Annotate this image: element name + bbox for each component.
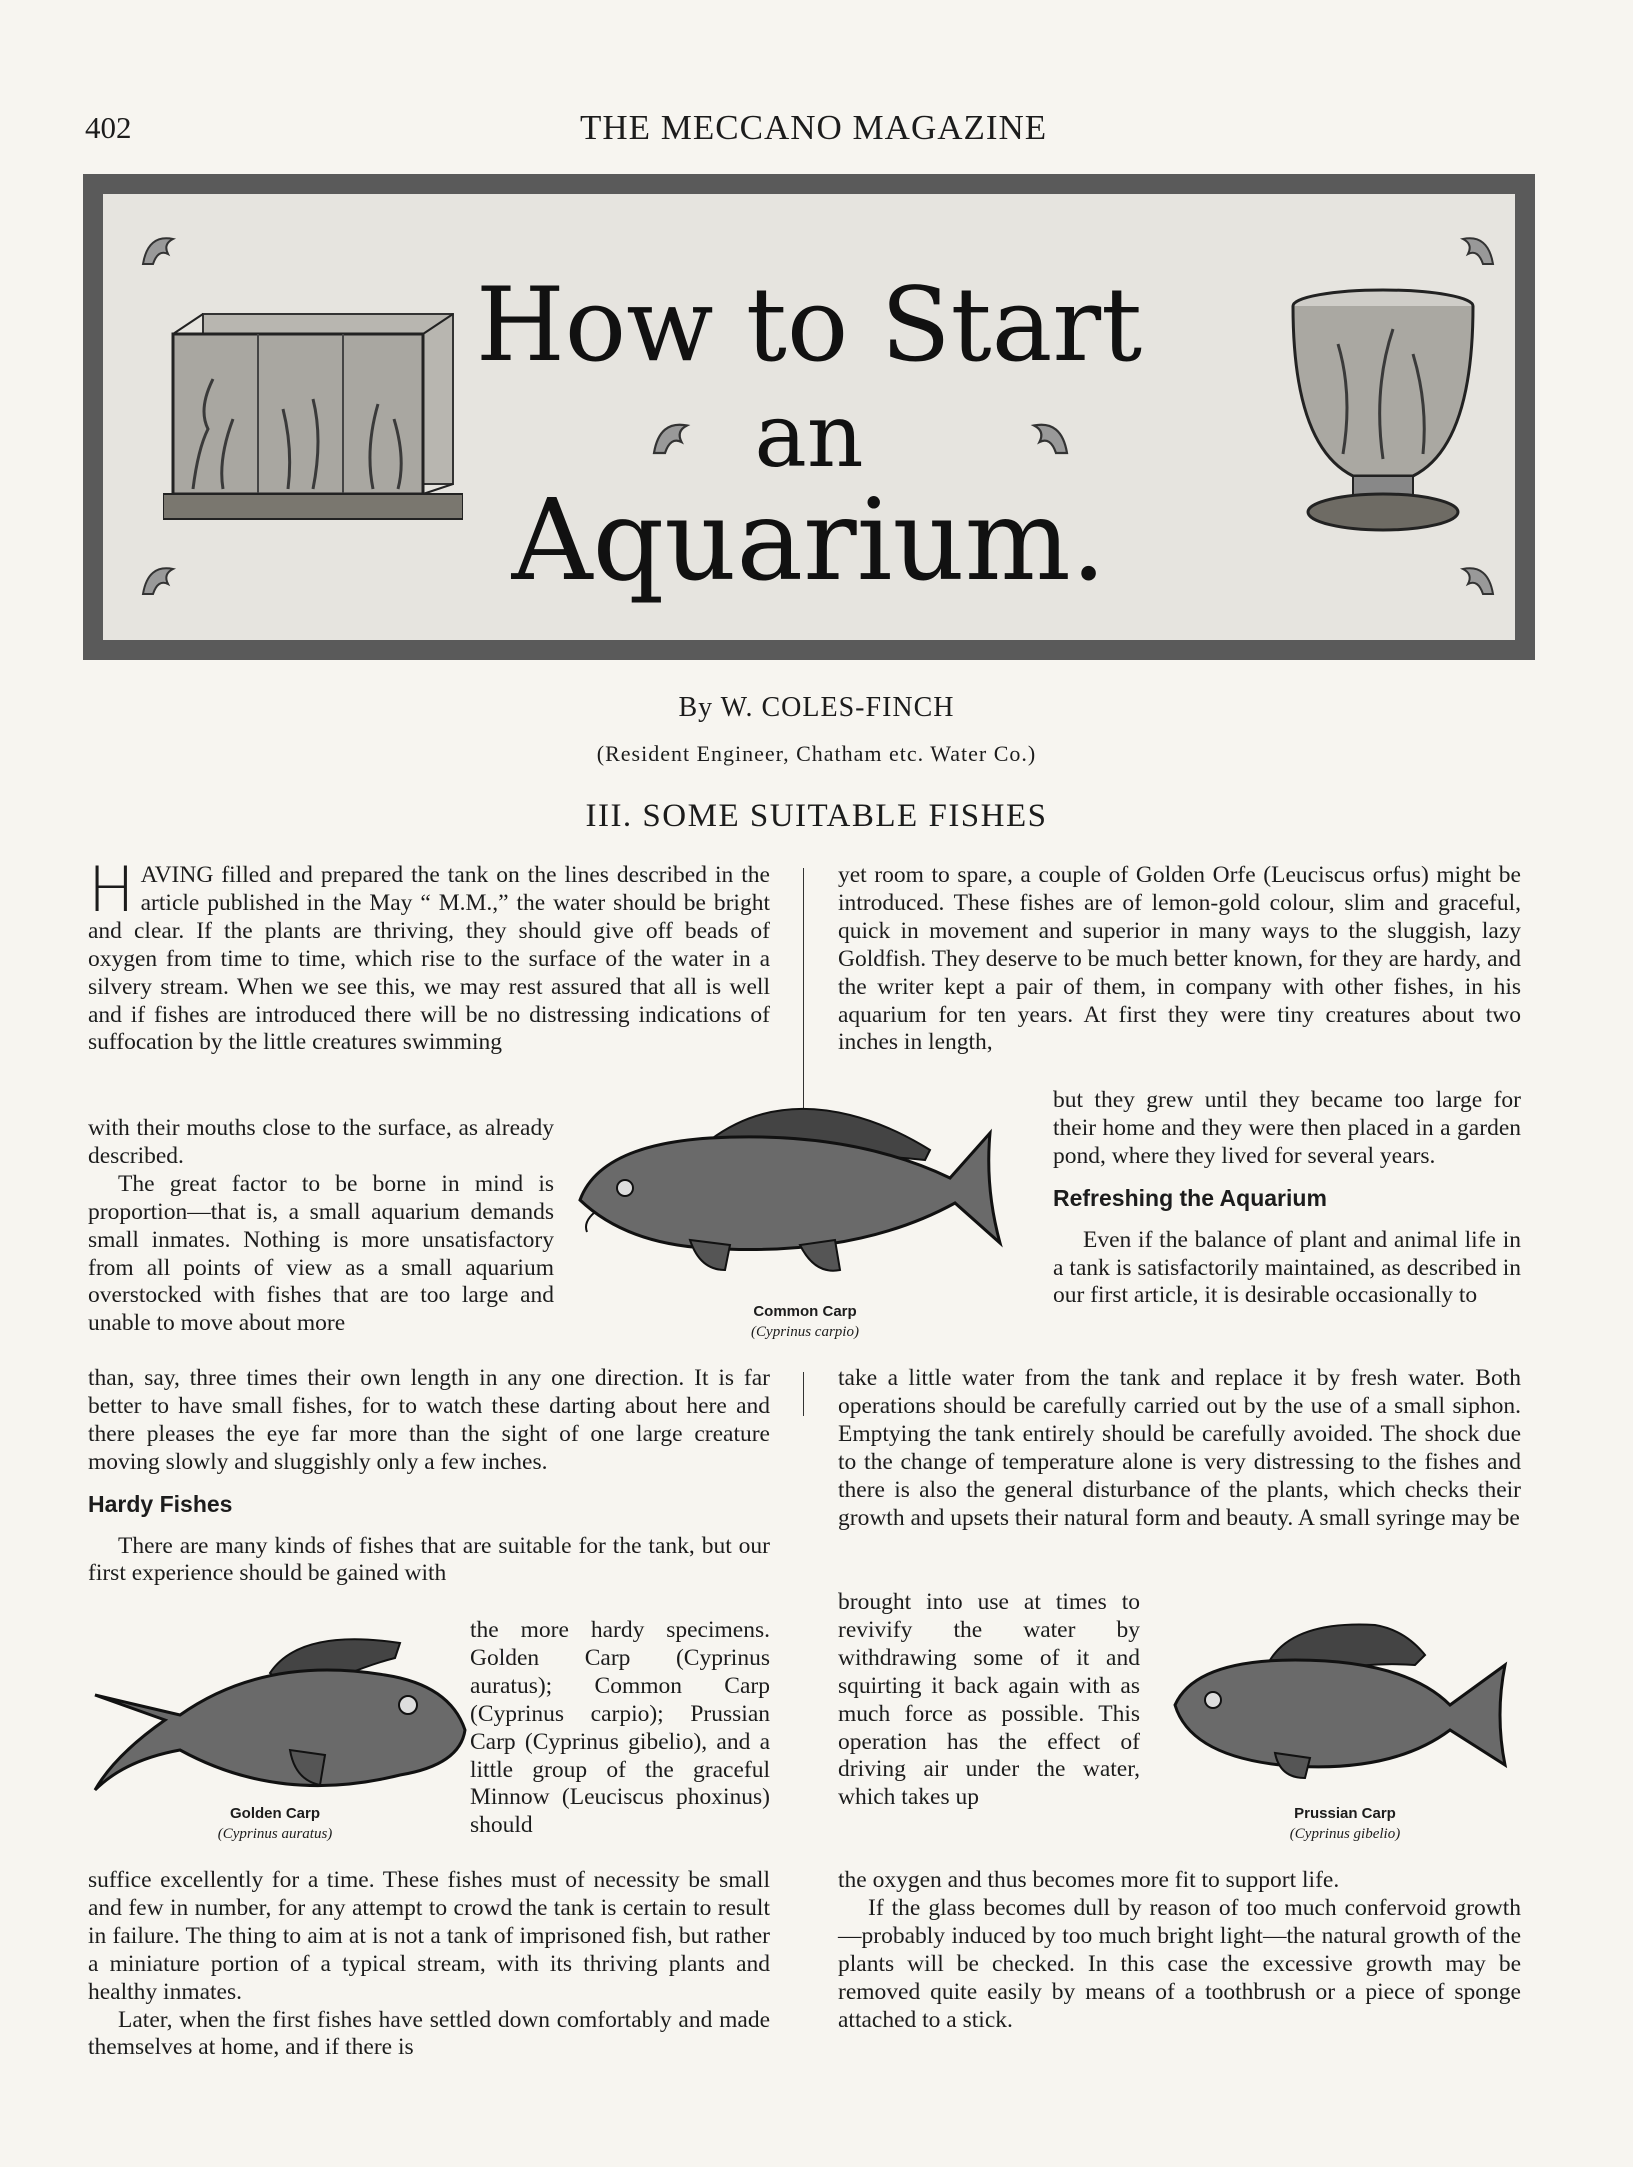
magazine-title: THE MECCANO MAGAZINE [580, 108, 1048, 147]
figure-name: Golden Carp [229, 1805, 320, 1822]
paragraph: brought into use at times to revivify the water by withdrawing some of it and squirting it back again with as much force as possible. This operation has the effect of driving air under the water, which takes up [838, 1589, 1140, 1811]
left-column-bottom [88, 1867, 770, 2062]
paragraph: the oxygen and thus becomes more fit to support life. [838, 1867, 1340, 1893]
right-column-middle [838, 1365, 1521, 1532]
column-divider [803, 1372, 804, 1416]
paragraph: If the glass becomes dull by reason of too much confervoid growth—probably induced by too much bright light—the natural growth of the plants will be checked. In this case the excessive growth may be removed quite easily by means of a toothbrush or a piece of sponge attached to a stick. [838, 1894, 1521, 2033]
prussian-carp-caption [1230, 1805, 1460, 1843]
title-line-3: Aquarium. [511, 476, 1107, 606]
paragraph: but they grew until they became too large for their home and they were then placed in a garden pond, where they lived for several years. [1053, 1087, 1521, 1169]
title-line-1: How to Start [475, 266, 1143, 385]
figure-species: (Cyprinus auratus) [217, 1826, 333, 1842]
paragraph: the more hardy specimens. Golden Carp (Cyprinus auratus); Common Carp (Cyprinus carpio); Prussian Carp (Cyprinus gibelio), and a little group of the graceful Minnow (Leuciscus phoxinus) should [470, 1617, 770, 1839]
paragraph: Later, when the first fishes have settled down comfortably and made themselves at home, and if there is [88, 2006, 770, 2061]
right-column-top [838, 862, 1521, 1057]
paragraph: There are many kinds of fishes that are suitable for the tank, but our first experience should be gained with [88, 1532, 770, 1587]
section-title: III. SOME SUITABLE FISHES [585, 798, 1048, 834]
golden-carp-caption [165, 1805, 385, 1843]
paragraph: Even if the balance of plant and animal life in a tank is satisfactorily maintained, as described in our first article, it is desirable occasionally to [1053, 1226, 1521, 1309]
banner-panel [103, 194, 1515, 640]
paragraph: AVING filled and prepared the tank on the lines described in the article published in the May “ M.M.,” the water should be bright and clear. If the plants are thriving, they should give off beads of oxygen from time to time, which rise to the surface of the water in a silvery stream. When we see this, we may rest assured that all is well and if fishes are introduced there will be no distressing indications of suffocation by the little creatures swimming [88, 862, 770, 1056]
golden-carp-illustration [90, 1625, 470, 1795]
paragraph: with their mouths close to the surface, as already described. [88, 1115, 554, 1169]
author-byline: By W. COLES-FINCH [678, 692, 955, 723]
page-number: 402 [85, 110, 132, 145]
left-column-beside-fig [470, 1617, 770, 1840]
author-affiliation: (Resident Engineer, Chatham etc. Water Co.) [596, 741, 1037, 766]
left-column-top [88, 853, 770, 1057]
figure-species: (Cyprinus gibelio) [1289, 1826, 1401, 1842]
title-banner [83, 174, 1535, 660]
figure-species: (Cyprinus carpio) [751, 1324, 859, 1340]
subheading-hardy-fishes: Hardy Fishes [88, 1490, 233, 1517]
common-carp-caption [700, 1303, 910, 1341]
figure-name: Prussian Carp [1294, 1805, 1396, 1822]
paragraph: The great factor to be borne in mind is proportion—that is, a small aquarium demands small inmates. Nothing is more unsatisfactory from all points of view as a small aquarium overstocked with fishes that are too large and unable to move about more [88, 1170, 554, 1337]
paragraph: suffice excellently for a time. These fishes must of necessity be small and few in number, for any attempt to crowd the tank is certain to result in failure. The thing to aim at is not a tank of imprisoned fish, but rather a miniature portion of a typical stream, with its thriving plants and healthy inmates. [88, 1867, 770, 2005]
common-carp-illustration [570, 1100, 1040, 1285]
subheading-refreshing: Refreshing the Aquarium [1053, 1184, 1327, 1211]
right-column-narrow [1053, 1087, 1521, 1310]
title-line-2: an [754, 384, 864, 487]
right-column-beside-fig [838, 1589, 1140, 1812]
figure-name: Common Carp [753, 1303, 857, 1320]
left-column-narrow [88, 1115, 554, 1338]
left-column-middle [88, 1365, 770, 1588]
right-column-bottom [838, 1867, 1521, 2034]
paragraph: than, say, three times their own length in any one direction. It is far better to have small fishes, for to watch these darting about here and there pleases the eye far more than the sight of one large creature moving slowly and sluggishly only a few inches. [88, 1365, 770, 1475]
drop-cap: H [88, 853, 135, 926]
paragraph: take a little water from the tank and replace it by fresh water. Both operations should be carefully carried out by the use of a small siphon. Emptying the tank entirely should be carefully avoided. The shock due to the change of temperature alone is very distressing to the fishes and there is also the general disturbance of the plants, which checks their growth and upsets their natural form and beauty. A small syringe may be [838, 1365, 1521, 1531]
paragraph: yet room to spare, a couple of Golden Orfe (Leuciscus orfus) might be introduced. These fishes are of lemon-gold colour, slim and graceful, quick in movement and superior in many ways to the sluggish, lazy Goldfish. They deserve to be much better known, for they are hardy, and the writer kept a pair of them, in company with other fishes, in his aquarium for ten years. At first they were tiny creatures about two inches in length, [838, 862, 1521, 1056]
prussian-carp-illustration [1155, 1615, 1515, 1785]
